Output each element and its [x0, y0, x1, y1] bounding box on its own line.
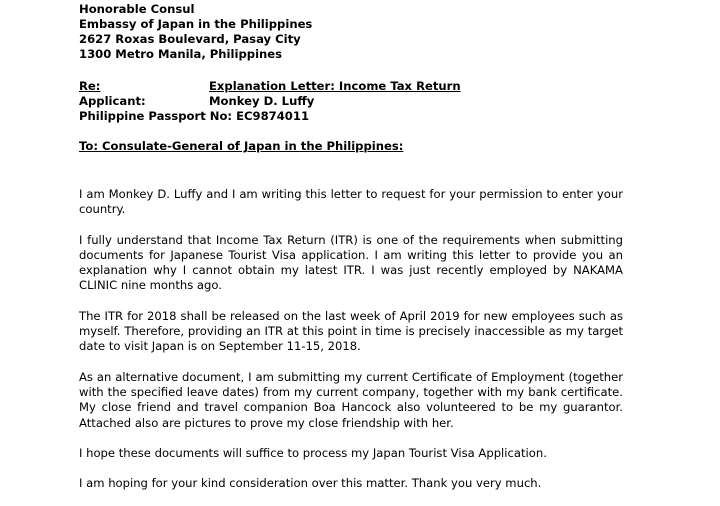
recipient-address: [79, 2, 639, 62]
address-line-4: 1300 Metro Manila, Philippines: [79, 47, 283, 61]
applicant-value: Monkey D. Luffy: [209, 94, 315, 108]
paragraph-4: As an alternative document, I am submitting my current Certificate of Employment (together with the specified leave dates) from my current company, together with my bank certificate. My close friend and travel companion Boa Hancock also volunteered to be my guarantor. Attached also are pictures to prove my close friendship with her.: [79, 369, 623, 430]
passport-line: Philippine Passport No: EC9874011: [79, 109, 310, 123]
paragraph-6: I am hoping for your kind consideration over this matter. Thank you very much.: [79, 476, 542, 491]
paragraph-1: I am Monkey D. Luffy and I am writing this letter to request for your permission to enter your country.: [79, 187, 623, 217]
paragraph-3: The ITR for 2018 shall be released on the last week of April 2019 for new employees such as myself. Therefore, providing an ITR at this point in time is precisely inaccessible as my target date to visit Japan is on September 11-15, 2018.: [79, 308, 623, 354]
address-line-3: 2627 Roxas Boulevard, Pasay City: [79, 32, 301, 46]
address-line-1: Honorable Consul: [79, 2, 195, 16]
subject-block: [79, 79, 639, 124]
address-line-2: Embassy of Japan in the Philippines: [79, 17, 313, 31]
re-label: Re:: [79, 79, 101, 93]
salutation-heading: To: Consulate-General of Japan in the Philippines:: [79, 139, 404, 153]
paragraph-2: I fully understand that Income Tax Return (ITR) is one of the requirements when submitting documents for Japanese Tourist Visa application. I am writing this letter to provide you an explanation why I cannot obtain my latest ITR. I was just recently employed by NAKAMA CLINIC nine months ago.: [79, 232, 623, 293]
applicant-label: Applicant:: [79, 94, 146, 108]
applicant-row: [79, 94, 639, 109]
paragraph-5: I hope these documents will suffice to process my Japan Tourist Visa Application.: [79, 445, 547, 460]
passport-row: [79, 109, 639, 124]
letter-body: [79, 187, 639, 491]
letter: [79, 2, 639, 506]
re-value: Explanation Letter: Income Tax Return: [209, 79, 461, 93]
re-row: [79, 79, 639, 94]
